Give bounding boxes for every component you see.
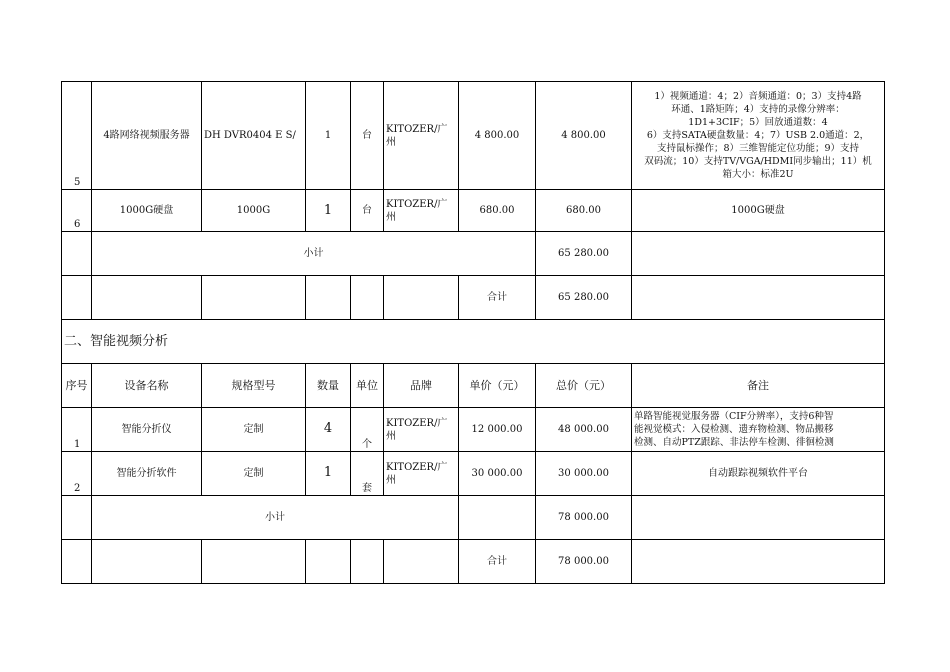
total-price: 680.00: [536, 190, 632, 232]
device-model: 1000G: [202, 190, 306, 232]
subtotal-label: 小计: [92, 232, 536, 276]
device-model: 定制: [202, 452, 306, 496]
device-name: 智能分折软件: [92, 452, 202, 496]
total-row: [62, 276, 885, 320]
table-row: [62, 408, 885, 452]
brand: KITOZER/广州: [384, 82, 459, 190]
total-row: [62, 540, 885, 584]
equipment-table: [61, 81, 885, 584]
remark-line: 检测、自动PTZ跟踪、非法停车检测、徘徊检测: [634, 437, 834, 448]
device-model: 定制: [202, 408, 306, 452]
remarks: [632, 408, 885, 452]
total-value: 65 280.00: [536, 276, 632, 320]
total-price: 4 800.00: [536, 82, 632, 190]
brand: KITOZER/广州: [384, 452, 459, 496]
header-price: 单价（元）: [459, 364, 536, 408]
header-note: 备注: [632, 364, 885, 408]
subtotal-value: 78 000.00: [536, 496, 632, 540]
total-label: 合计: [459, 276, 536, 320]
total-value: 78 000.00: [536, 540, 632, 584]
device-name: 智能分折仪: [92, 408, 202, 452]
row-number: 2: [62, 452, 92, 496]
brand: KITOZER/广州: [384, 408, 459, 452]
section-row: [62, 320, 885, 364]
unit-price: 4 800.00: [459, 82, 536, 190]
total-price: 30 000.00: [536, 452, 632, 496]
remark-line: 箱大小：标准2U: [722, 169, 794, 180]
remark-line: 1D1+3CIF；5）回放通道数：4: [688, 117, 828, 128]
table-row: [62, 82, 885, 190]
row-number: 1: [62, 408, 92, 452]
unit-price: 680.00: [459, 190, 536, 232]
remark-line: 6）支持SATA硬盘数量：4；7）USB 2.0通道：2，: [646, 130, 870, 141]
subtotal-label: 小计: [92, 496, 459, 540]
device-name: 1000G硬盘: [92, 190, 202, 232]
unit: 台: [351, 190, 384, 232]
header-brand: 品牌: [384, 364, 459, 408]
header-total: 总价（元）: [536, 364, 632, 408]
quantity: 1: [306, 82, 351, 190]
header-name: 设备名称: [92, 364, 202, 408]
remark-line: 单路智能视觉服务器（CIF分辨率），支持6种智: [634, 411, 834, 422]
unit-price: 12 000.00: [459, 408, 536, 452]
unit: 个: [351, 408, 384, 452]
total-price: 48 000.00: [536, 408, 632, 452]
remarks: 自动跟踪视频软件平台: [632, 452, 885, 496]
remark-line: 1）视频通道：4；2）音频通道：0；3）支持4路: [654, 91, 862, 102]
header-no: 序号: [62, 364, 92, 408]
unit: 台: [351, 82, 384, 190]
row-number: 5: [62, 82, 92, 190]
table-row: [62, 452, 885, 496]
device-name: 4路网络视频服务器: [92, 82, 202, 190]
section-title: 二、智能视频分析: [62, 320, 885, 364]
subtotal-value: 65 280.00: [536, 232, 632, 276]
quantity: 1: [306, 190, 351, 232]
remarks: [632, 82, 885, 190]
quantity: 1: [306, 452, 351, 496]
unit: 套: [351, 452, 384, 496]
brand: KITOZER/广州: [384, 190, 459, 232]
header-unit: 单位: [351, 364, 384, 408]
subtotal-row: [62, 496, 885, 540]
header-model: 规格型号: [202, 364, 306, 408]
remark-line: 环通、1路矩阵；4）支持的录像分辨率：: [671, 104, 845, 115]
table-row: [62, 190, 885, 232]
header-qty: 数量: [306, 364, 351, 408]
remark-line: 支持鼠标操作；8）三维智能定位功能；9）支持: [656, 143, 860, 154]
header-row: [62, 364, 885, 408]
subtotal-row: [62, 232, 885, 276]
unit-price: 30 000.00: [459, 452, 536, 496]
remarks: 1000G硬盘: [632, 190, 885, 232]
row-number: 6: [62, 190, 92, 232]
remark-line: 能视觉模式：入侵检测、遗弃物检测、物品搬移: [634, 424, 834, 435]
quantity: 4: [306, 408, 351, 452]
device-model: DH DVR0404 E S/: [202, 82, 306, 190]
total-label: 合计: [459, 540, 536, 584]
remark-line: 双码流；10）支持TV/VGA/HDMI同步输出；11）机: [644, 156, 872, 167]
